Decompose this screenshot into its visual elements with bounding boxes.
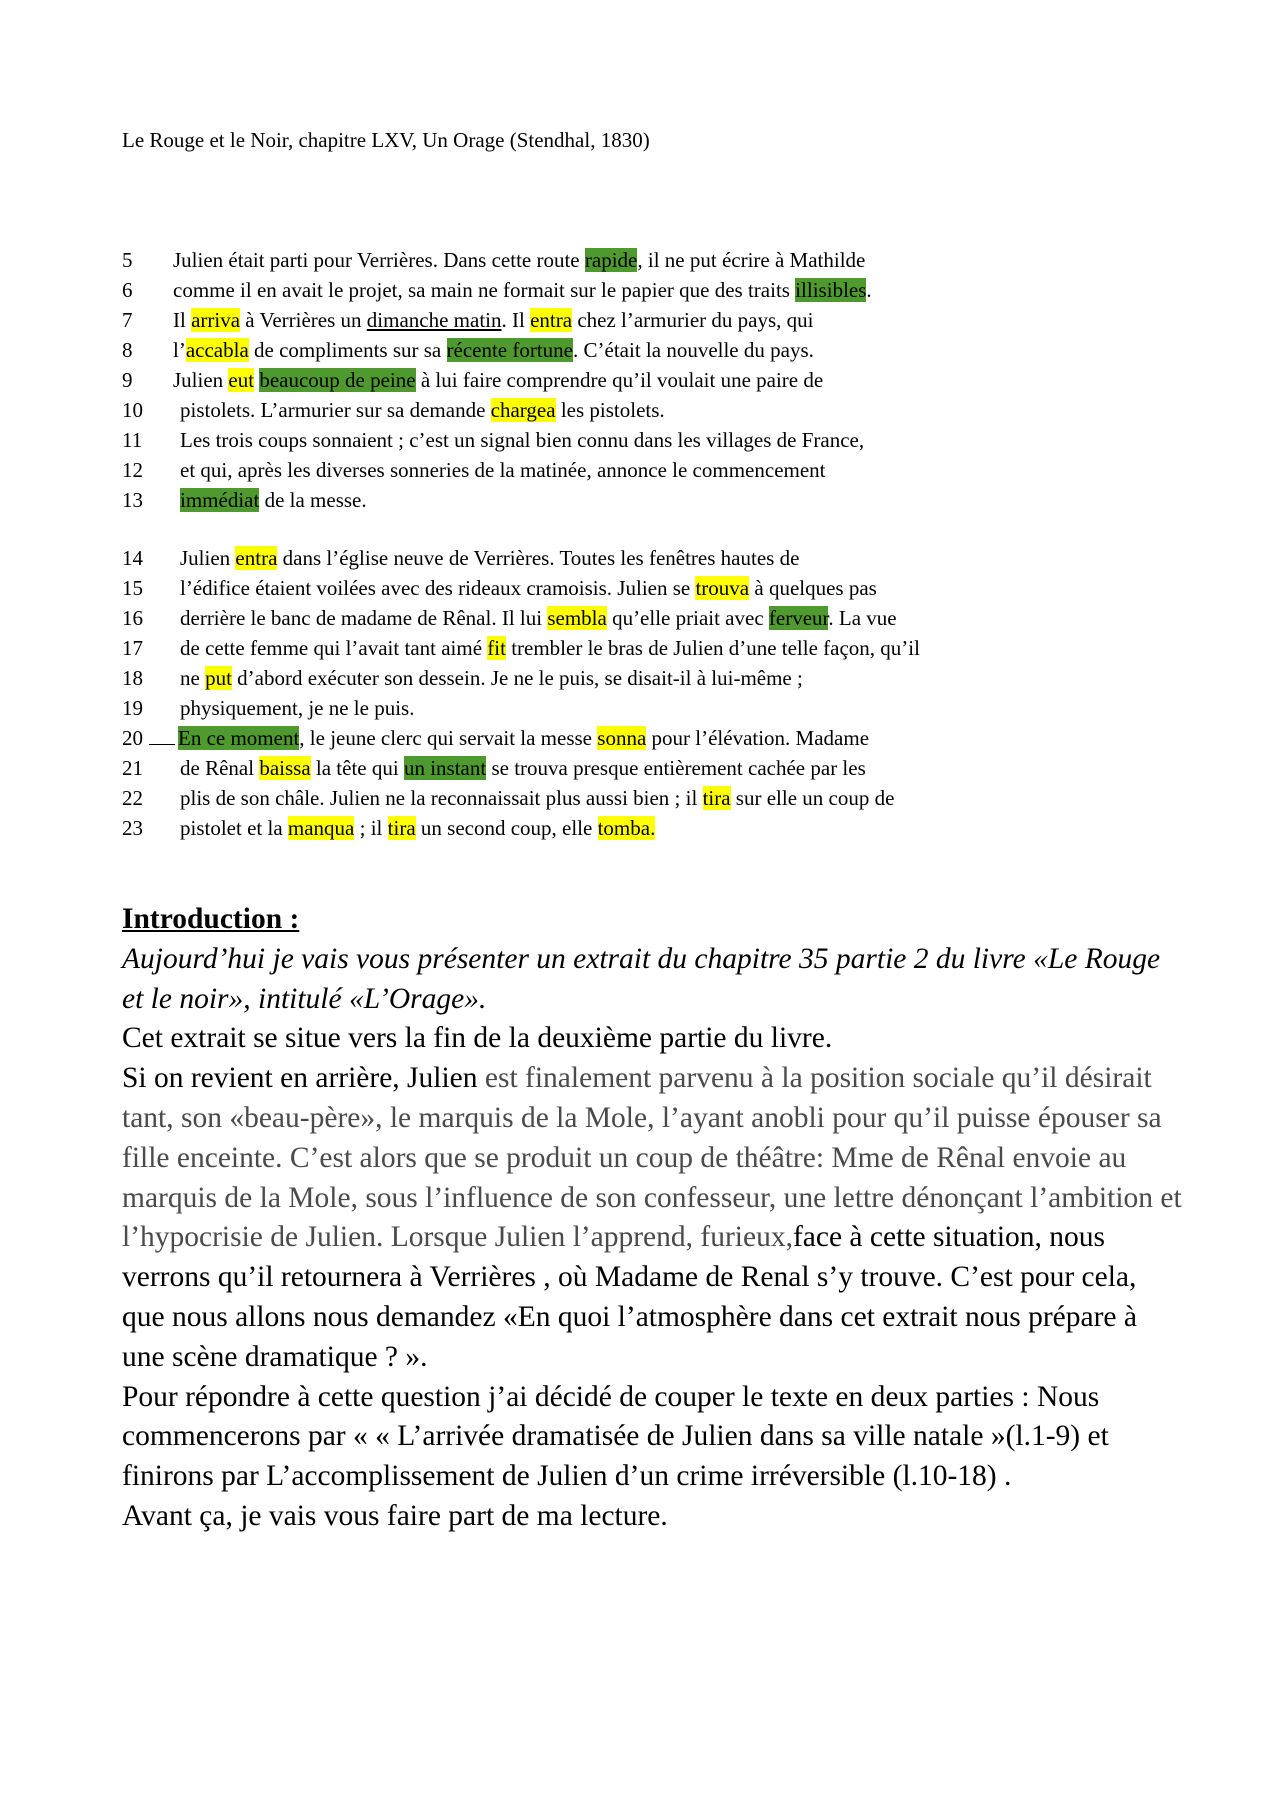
line-number: 21 [122,756,143,780]
plain-text: Les trois coups sonnaient ; c’est un signal bien connu dans les villages de France, [180,428,865,452]
line-text [180,633,920,663]
highlight-yellow: sonna [597,726,647,750]
highlight-yellow: arriva [191,308,241,332]
plain-text: pistolet et la [180,816,288,840]
introduction-context: Cet extrait se situe vers la fin de la deuxième partie du livre. [122,1022,833,1055]
line-text [173,335,814,365]
line-text [180,573,877,603]
plain-text: Il [173,308,192,332]
highlight-green: ferveur [768,606,829,630]
document-header: Le Rouge et le Noir, chapitre LXV, Un Orage (Stendhal, 1830) [122,128,650,152]
line-number: 13 [122,488,143,512]
background-lead: Si on revient en arrière, Julien [122,1062,485,1095]
line-number: 16 [122,606,143,630]
line-text [149,723,869,753]
plain-text: plis de son châle. Julien ne la reconnaissait plus aussi bien ; il [180,786,703,810]
plain-text: . Il [501,308,531,332]
plain-text: qu’elle priait avec [606,606,769,630]
introduction-section [122,900,1182,1537]
line-text [180,813,655,843]
introduction-background [122,1059,1182,1377]
highlight-yellow: fit [487,636,506,660]
highlight-yellow: entra [235,546,278,570]
highlight-yellow: accabla [185,338,249,362]
line-number: 8 [122,338,133,362]
line-number: 6 [122,278,133,302]
background-summary: est finalement parvenu à la position sociale qu’il désirait tant, son «beau-père», le marquis de la Mole, l’ayant anobli pour qu’il puisse épouser sa fille enceinte. C’est alors que se produit un coup de théâtre: Mme de Rênal envoie au marquis de la Mole, sous l’influence de son confesseur, une lettre dénonçant l’ambition et l’hypocrisie de Julien. Lorsque Julien l’apprend, furieux, [122,1062,1182,1254]
introduction-presentation: Aujourd’hui je vais vous présenter un extrait du chapitre 35 partie 2 du livre «Le Rouge et le noir», intitulé «L’Orage». [122,942,1161,1015]
highlight-green: un instant [403,756,487,780]
plain-text: la tête qui [310,756,404,780]
plain-text: de compliments sur sa [248,338,447,362]
plain-text: de Rênal [180,756,260,780]
plain-text: trembler le bras de Julien d’une telle façon, qu’il [505,636,920,660]
plain-text: Julien était parti pour Verrières. Dans cette route [173,248,585,272]
highlight-yellow: tomba. [597,816,656,840]
underline-gap [149,743,175,745]
line-text [180,395,665,425]
highlight-yellow: chargea [490,398,556,422]
plain-text: . [866,278,872,302]
plain-text: . C’était la nouvelle du pays. [573,338,814,362]
highlight-green: illisibles [795,278,867,302]
highlight-yellow: sembla [547,606,607,630]
line-text [180,543,799,573]
line-text [180,485,367,515]
plain-text: comme il en avait le projet, sa main ne formait sur le papier que des traits [173,278,796,302]
plain-text: . La vue [828,606,897,630]
plain-text: , il ne put écrire à Mathilde [637,248,866,272]
plain-text: ; il [354,816,388,840]
highlight-green: beaucoup de peine [259,368,416,392]
line-number: 12 [122,458,143,482]
line-text [180,783,894,813]
line-text [173,305,813,335]
line-number: 5 [122,248,133,272]
line-number: 14 [122,546,143,570]
plain-text: , le jeune clerc qui servait la messe [299,726,598,750]
plain-text: sur elle un coup de [730,786,895,810]
highlight-green: rapide [584,248,638,272]
highlight-yellow: tira [387,816,416,840]
highlight-yellow: eut [228,368,255,392]
line-text [173,245,865,275]
plain-text: d’abord exécuter son dessein. Je ne le puis, se disait-il à lui-même ; [231,666,803,690]
highlight-yellow: trouva [695,576,750,600]
line-text [180,663,803,693]
line-number: 19 [122,696,143,720]
introduction-title: Introduction : [122,903,300,935]
line-number: 22 [122,786,143,810]
plain-text: chez l’armurier du pays, qui [572,308,814,332]
plain-text: l’ [173,338,186,362]
introduction-transition: Avant ça, je vais vous faire part de ma lecture. [122,1499,668,1532]
highlight-yellow: entra [530,308,573,332]
line-text [180,425,864,455]
plain-text: à quelques pas [749,576,877,600]
plain-text: Julien [180,546,236,570]
plain-text: de la messe. [259,488,367,512]
plain-text: physiquement, je ne le puis. [180,696,415,720]
plain-text: et qui, après les diverses sonneries de la matinée, annonce le commencement [180,458,826,482]
plain-text: un second coup, elle [415,816,598,840]
highlight-yellow: baissa [259,756,311,780]
introduction-plan: Pour répondre à cette question j’ai décidé de couper le texte en deux parties : Nous commencerons par « « L’arrivée dramatisée de Julien dans sa ville natale »(l.1-9) et finirons par L’accomplissement de Julien d’un crime irréversible (l.10-18) . [122,1380,1109,1493]
plain-text: les pistolets. [555,398,665,422]
plain-text: Julien [173,368,229,392]
underlined-text: dimanche matin [366,308,502,332]
highlight-yellow: manqua [287,816,355,840]
line-number: 18 [122,666,143,690]
plain-text: pour l’élévation. Madame [646,726,870,750]
plain-text: de cette femme qui l’avait tant aimé [180,636,488,660]
background-problematic: face à cette situation, nous verrons qu’il retournera à Verrières , où Madame de Renal s’y trouve. C’est pour cela, que nous allons nous demandez «En quoi l’atmosphère dans cet extrait nous prépare à une scène dramatique ? ». [122,1221,1137,1373]
line-number: 23 [122,816,143,840]
plain-text: ne [180,666,206,690]
highlight-green: En ce moment [178,726,300,750]
plain-text: derrière le banc de madame de Rênal. Il lui [180,606,548,630]
highlight-green: immédiat [180,488,260,512]
plain-text: dans l’église neuve de Verrières. Toutes les fenêtres hautes de [277,546,800,570]
line-text [180,603,897,633]
line-number: 11 [122,428,143,452]
line-text [180,455,826,485]
line-number: 10 [122,398,143,422]
line-number: 15 [122,576,143,600]
highlight-green: récente fortune [446,338,574,362]
plain-text: se trouva presque entièrement cachée par les [486,756,866,780]
highlight-yellow: tira [702,786,731,810]
line-number: 9 [122,368,133,392]
line-text [173,365,823,395]
line-text [180,693,414,723]
line-text [173,275,872,305]
line-number: 20 [122,726,143,750]
plain-text: pistolets. L’armurier sur sa demande [180,398,491,422]
plain-text: l’édifice étaient voilées avec des rideaux cramoisis. Julien se [180,576,696,600]
line-text [180,753,866,783]
line-number: 17 [122,636,143,660]
plain-text: à Verrières un [240,308,367,332]
highlight-yellow: put [205,666,232,690]
line-number: 7 [122,308,133,332]
plain-text: à lui faire comprendre qu’il voulait une paire de [415,368,824,392]
